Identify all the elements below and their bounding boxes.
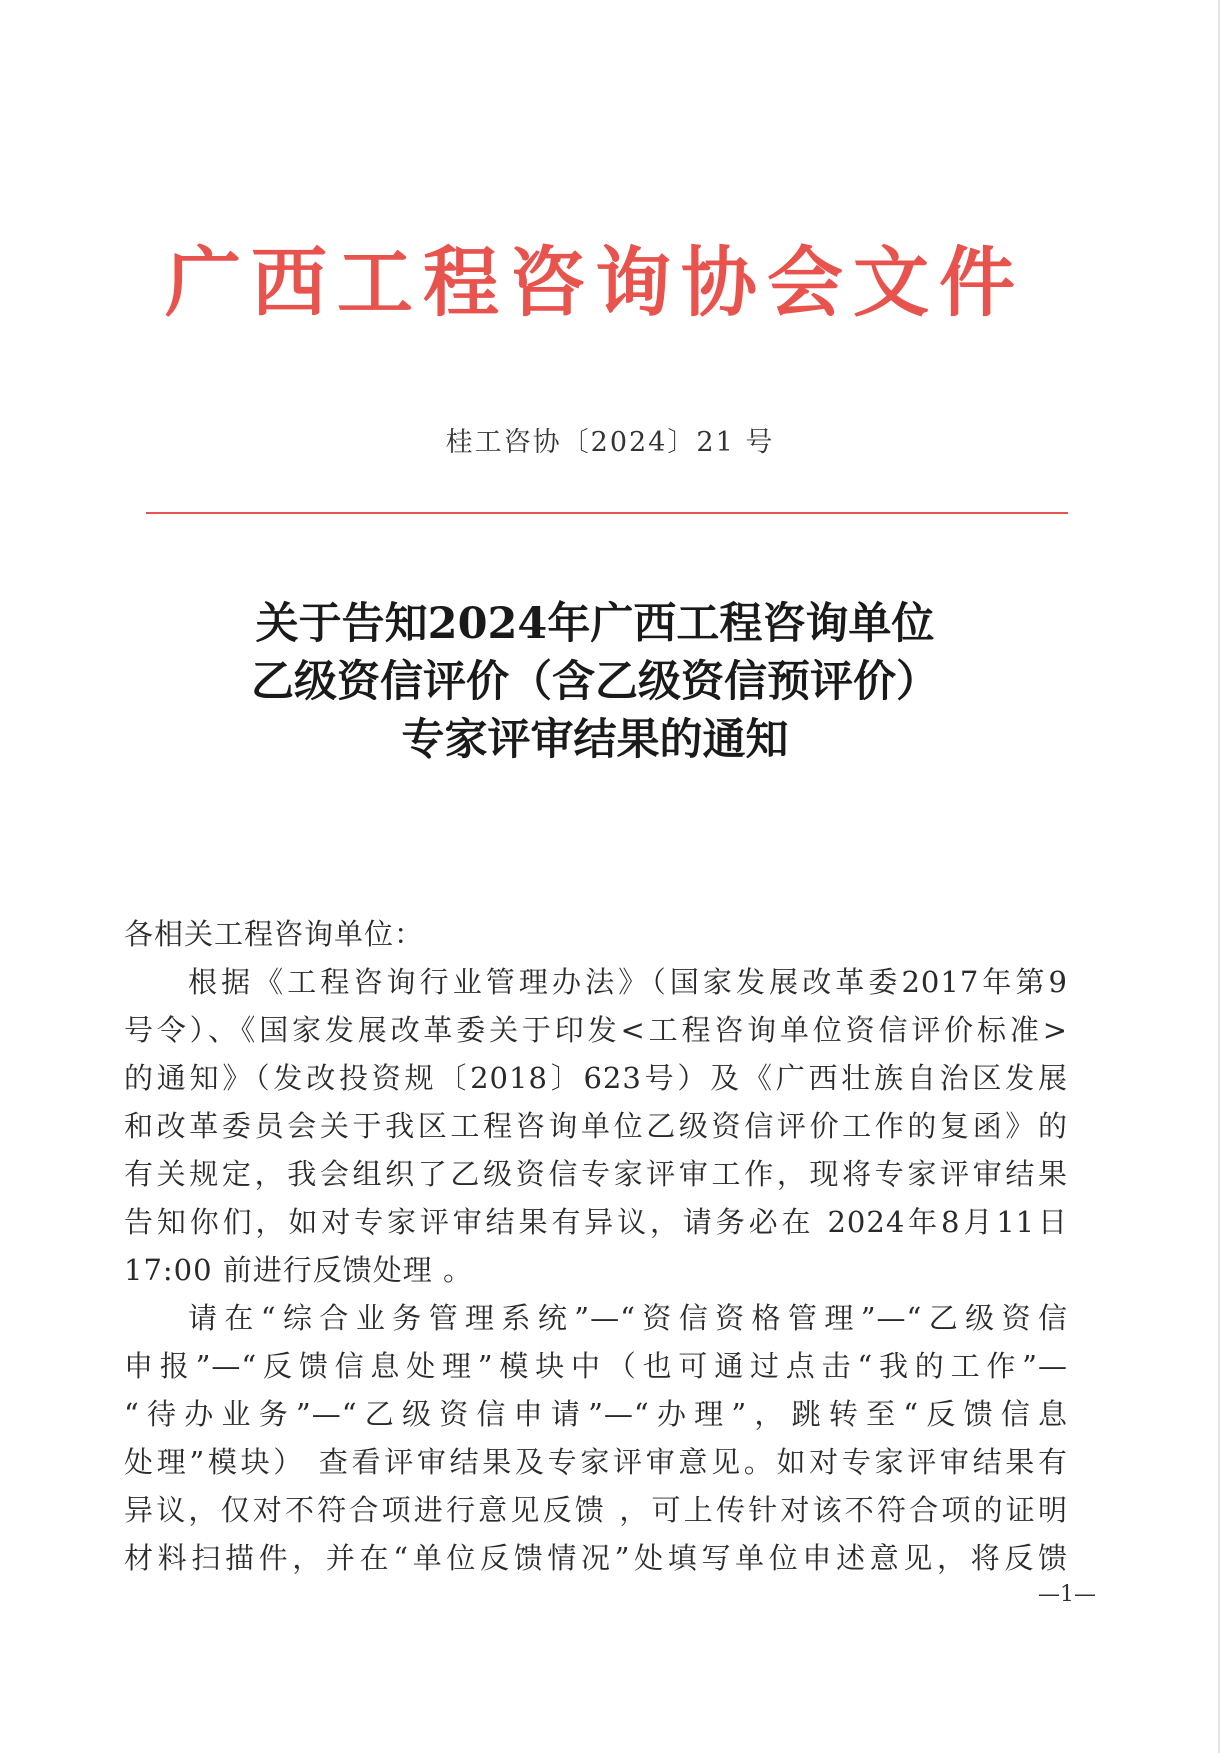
- body-line: 申报”—“反馈信息处理”模块中（也可通过点击“我的工作”—: [124, 1349, 1068, 1383]
- document-masthead: 广西工程咨询协会文件: [165, 238, 1025, 327]
- body-line: 有关规定，我会组织了乙级资信专家评审工作，现将专家评审结果: [124, 1157, 1068, 1191]
- page-number: —1—: [1038, 1582, 1096, 1607]
- body-line: 异议，仅对不符合项进行意见反馈 ，可上传针对该不符合项的证明: [124, 1493, 1068, 1527]
- body-line: 的通知》（发改投资规〔2018〕623号）及《广西壮族自治区发展: [124, 1061, 1068, 1095]
- body-line: 告知你们，如对专家评审结果有异议，请务必在 2024年8月11日: [124, 1205, 1068, 1239]
- document-number: 桂工咨协〔2024〕21 号: [445, 427, 775, 458]
- scan-edge-line: [1218, 0, 1220, 1753]
- body-line: “待办业务”—“乙级资信申请”—“办理”，跳转至“反馈信息: [124, 1397, 1068, 1431]
- notice-title: [150, 595, 1040, 769]
- body-line: 根据《工程咨询行业管理办法》（国家发展改革委2017年第9: [188, 965, 1068, 999]
- body-line: 号令）、《国家发展改革委关于印发<工程咨询单位资信评价标准>: [124, 1013, 1068, 1047]
- salutation: 各相关工程咨询单位：: [124, 917, 425, 951]
- red-divider-line: [146, 512, 1068, 514]
- body-line: 材料扫描件，并在“单位反馈情况”处填写单位申述意见，将反馈: [124, 1541, 1068, 1575]
- notice-body: [124, 910, 1068, 1582]
- title-line: 专家评审结果的通知: [401, 715, 789, 765]
- body-line: 17:00 前进行反馈处理 。: [124, 1253, 474, 1287]
- body-line: 和改革委员会关于我区工程咨询单位乙级资信评价工作的复函》的: [124, 1109, 1068, 1143]
- body-line: 处理”模块） 查看评审结果及专家评审意见。如对专家评审结果有: [124, 1445, 1068, 1479]
- title-line: 关于告知2024年广西工程咨询单位: [255, 599, 935, 649]
- body-line: 请在“综合业务管理系统”—“资信资格管理”—“乙级资信: [188, 1301, 1068, 1335]
- title-line: 乙级资信评价（含乙级资信预评价）: [251, 657, 939, 707]
